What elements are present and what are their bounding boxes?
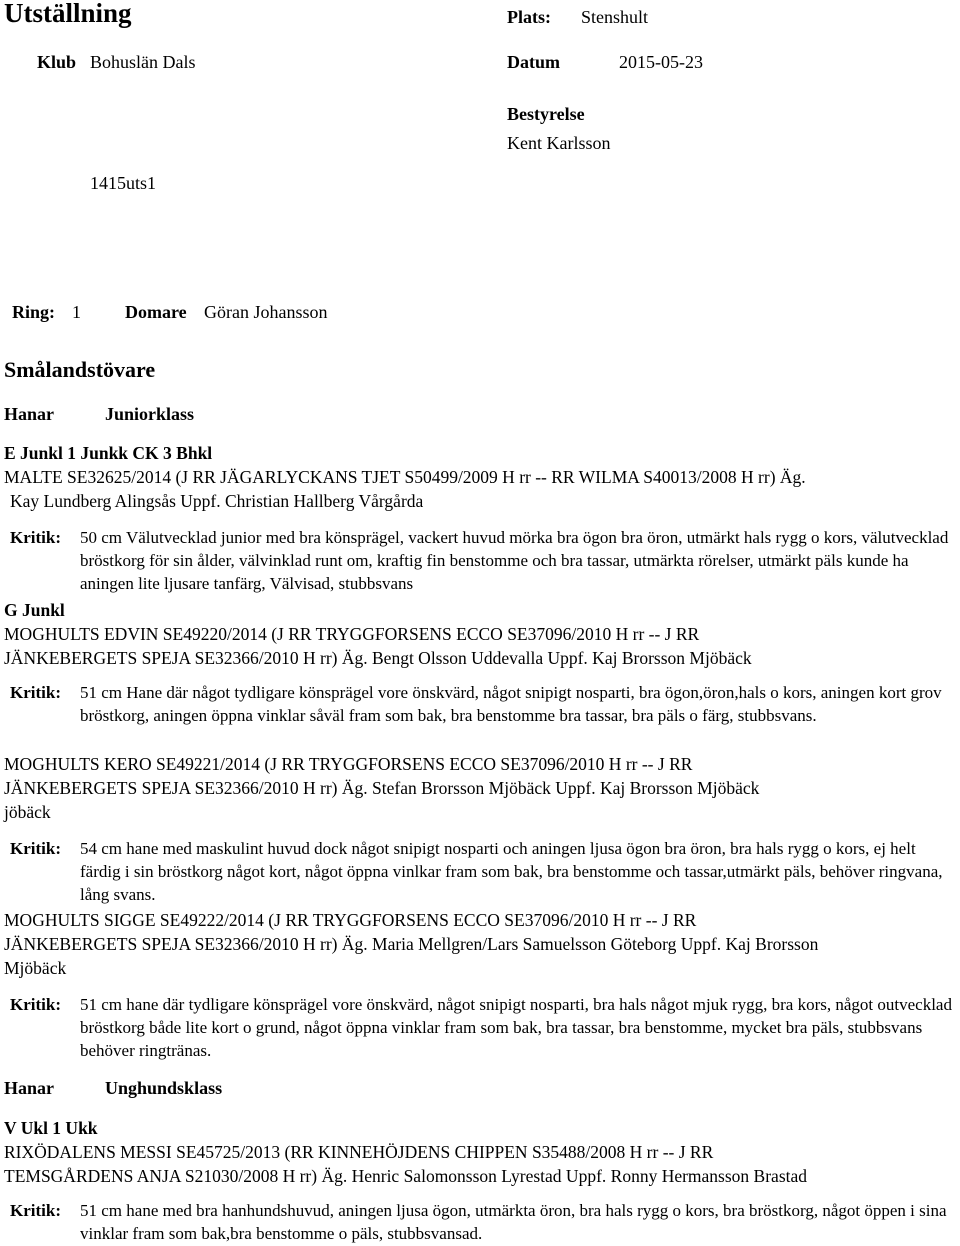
class-name: Unghundsklass <box>105 1078 223 1098</box>
kritik-label: Kritik: <box>10 1201 61 1220</box>
entry-result: E Junkl 1 Junkk CK 3 Bhkl <box>4 443 213 463</box>
entry-dog-line: RIXÖDALENS MESSI SE45725/2013 (RR KINNEHÖJDENS CHIPPEN S35488/2008 H rr -- J RR <box>4 1142 714 1162</box>
kritik-text: 54 cm hane med maskulint huvud dock något snipigt nosparti och aningen ljusa ögon bra öron, bra hals rygg o kors, ej helt färdig i sin bröstkorg något kort, något öppna vinlkar fram som bak, bra benstomme och tassar,utmärkt päls, behöver ringvana, lång svans. <box>80 839 943 904</box>
kritik-text: 51 cm hane med bra hanhundshuvud, aningen ljusa ögon, utmärkta öron, bra hals rygg o kors, bra bröstkorg, något öppen i sina vinklar fram som bak,bra benstomme o päls, stubbsvansad. <box>80 1201 947 1243</box>
plats-value: Stenshult <box>581 7 649 27</box>
document-code: 1415uts1 <box>90 173 157 193</box>
entry-dog-line: MOGHULTS KERO SE49221/2014 (J RR TRYGGFORSENS ECCO SE37096/2010 H rr -- J RR <box>4 754 693 774</box>
class-sex: Hanar <box>4 1078 55 1098</box>
klub-value: Bohuslän Dals <box>90 52 196 72</box>
bestyrelse-label: Bestyrelse <box>507 104 585 124</box>
breed-heading: Smålandstövare <box>4 357 156 382</box>
kritik-text: 51 cm hane där tydligare könsprägel vore önskvärd, något snipigt nosparti, bra hals något mjuk rygg, bra kors, något outvecklad bröstkorg både lite kort o grund, något öppna vinklar fram som bak, bra tassar, bra benstomme, mycket bra päls, stubbsvans behöver ringtränas. <box>80 995 952 1060</box>
entry-owner-line: JÄNKEBERGETS SPEJA SE32366/2010 H rr) Äg. Stefan Brorsson Mjöbäck Uppf. Kaj Brorsson Mjöbäck <box>4 778 760 798</box>
page-title: Utställning <box>4 0 132 28</box>
entry-owner-line-cont: Mjöbäck <box>4 958 67 978</box>
class-sex: Hanar <box>4 404 55 424</box>
kritik-text: 51 cm Hane där något tydligare könsprägel vore önskvärd, något snipigt nosparti, bra ögon,öron,hals o kors, aningen kort grov bröstkorg, aningen öppna vinklar såväl fram som bak, bra benstomme bra tassar, bra päls o färg, stubbsvans. <box>80 683 942 725</box>
entry-owner-line: TEMSGÅRDENS ANJA S21030/2008 H rr) Äg. Henric Salomonsson Lyrestad Uppf. Ronny Hermansson Brastad <box>4 1166 808 1186</box>
class-name: Juniorklass <box>105 404 195 424</box>
entry-dog-line: MOGHULTS SIGGE SE49222/2014 (J RR TRYGGFORSENS ECCO SE37096/2010 H rr -- J RR <box>4 910 697 930</box>
entry-dog-line: MOGHULTS EDVIN SE49220/2014 (J RR TRYGGFORSENS ECCO SE37096/2010 H rr -- J RR <box>4 624 700 644</box>
ring-label: Ring: <box>12 302 56 322</box>
entry-owner-line: JÄNKEBERGETS SPEJA SE32366/2010 H rr) Äg. Maria Mellgren/Lars Samuelsson Göteborg Uppf. Kaj Brorsson <box>4 934 819 954</box>
domare-label: Domare <box>125 302 187 322</box>
kritik-label: Kritik: <box>10 995 61 1014</box>
entry-owner-line-cont: jöbäck <box>4 802 51 822</box>
entry-dog-line: MALTE SE32625/2014 (J RR JÄGARLYCKANS TJET S50499/2009 H rr -- RR WILMA S40013/2008 H rr) Äg. <box>4 467 806 487</box>
kritik-label: Kritik: <box>10 839 61 858</box>
kritik-label: Kritik: <box>10 683 61 702</box>
datum-value: 2015-05-23 <box>619 52 703 72</box>
klub-label: Klub <box>37 52 77 72</box>
domare-value: Göran Johansson <box>204 302 328 322</box>
entry-result: V Ukl 1 Ukk <box>4 1118 98 1138</box>
entry-result: G Junkl <box>4 600 65 620</box>
kritik-label: Kritik: <box>10 528 61 547</box>
plats-label: Plats: <box>507 7 551 27</box>
entry-owner-line: Kay Lundberg Alingsås Uppf. Christian Hallberg Vårgårda <box>10 491 424 511</box>
bestyrelse-value: Kent Karlsson <box>507 133 611 153</box>
datum-label: Datum <box>507 52 560 72</box>
ring-value: 1 <box>72 302 81 322</box>
kritik-text: 50 cm Välutvecklad junior med bra könsprägel, vackert huvud mörka bra ögon bra öron, utmärkt hals rygg o kors, välutvecklad bröstkorg för sin ålder, välvinklad runt om, kraftig fin benstomme och bra tassar, utmärkta rörelser, utmärkt päls kunde ha aningen lite ljusare tanfärg, Välvisad, stubbsvans <box>80 528 949 593</box>
entry-owner-line: JÄNKEBERGETS SPEJA SE32366/2010 H rr) Äg. Bengt Olsson Uddevalla Uppf. Kaj Brorsson Mjöbäck <box>4 648 752 668</box>
